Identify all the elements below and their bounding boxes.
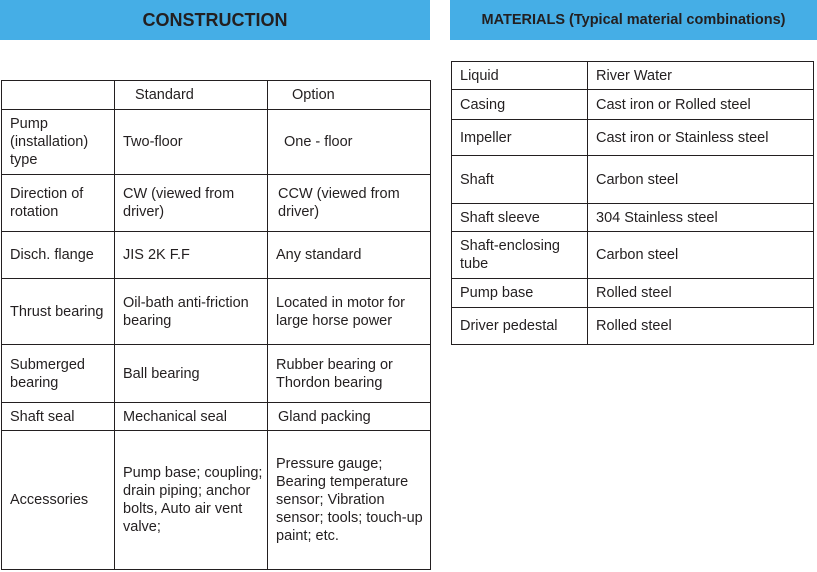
part-material: Rolled steel <box>588 308 814 345</box>
part-material: River Water <box>588 62 814 90</box>
part-name: Casing <box>452 90 588 120</box>
table-row <box>452 90 814 120</box>
part-name: Pump base <box>452 279 588 308</box>
construction-header-row <box>2 81 431 110</box>
construction-heading: CONSTRUCTION <box>0 0 430 40</box>
part-material: 304 Stainless steel <box>588 204 814 232</box>
row-standard: Ball bearing <box>115 345 268 403</box>
header-option: Option <box>268 81 431 110</box>
table-row <box>452 279 814 308</box>
row-option: Pressure gauge; Bearing temperature sensor; Vibration sensor; tools; touch-up paint; etc. <box>268 431 431 570</box>
row-option: CCW (viewed from driver) <box>268 175 431 232</box>
construction-table <box>1 80 431 570</box>
table-row <box>2 232 431 279</box>
part-name: Liquid <box>452 62 588 90</box>
row-option: Gland packing <box>268 403 431 431</box>
table-row <box>2 279 431 345</box>
table-row <box>452 308 814 345</box>
table-row <box>452 204 814 232</box>
part-material: Carbon steel <box>588 156 814 204</box>
row-option: One - floor <box>268 110 431 175</box>
part-material: Carbon steel <box>588 232 814 279</box>
table-row <box>452 156 814 204</box>
part-name: Shaft sleeve <box>452 204 588 232</box>
row-item: Accessories <box>2 431 115 570</box>
table-row <box>452 120 814 156</box>
part-name: Driver pedestal <box>452 308 588 345</box>
part-name: Impeller <box>452 120 588 156</box>
table-row <box>2 175 431 232</box>
row-item: Submerged bearing <box>2 345 115 403</box>
part-material: Rolled steel <box>588 279 814 308</box>
row-option: Any standard <box>268 232 431 279</box>
row-item: Disch. flange <box>2 232 115 279</box>
table-row <box>2 345 431 403</box>
row-standard: Oil-bath anti-friction bearing <box>115 279 268 345</box>
row-item: Thrust bearing <box>2 279 115 345</box>
row-item: Shaft seal <box>2 403 115 431</box>
row-option: Located in motor for large horse power <box>268 279 431 345</box>
row-option: Rubber bearing or Thordon bearing <box>268 345 431 403</box>
row-standard: Two-floor <box>115 110 268 175</box>
row-standard: CW (viewed from driver) <box>115 175 268 232</box>
row-standard: JIS 2K F.F <box>115 232 268 279</box>
materials-heading: MATERIALS (Typical material combinations) <box>450 0 817 40</box>
part-material: Cast iron or Rolled steel <box>588 90 814 120</box>
table-row <box>452 232 814 279</box>
row-standard: Mechanical seal <box>115 403 268 431</box>
table-row <box>2 403 431 431</box>
row-item: Pump (installation) type <box>2 110 115 175</box>
table-row <box>2 110 431 175</box>
row-item: Direction of rotation <box>2 175 115 232</box>
materials-table <box>451 61 814 345</box>
table-row <box>452 62 814 90</box>
header-standard: Standard <box>115 81 268 110</box>
table-row <box>2 431 431 570</box>
part-name: Shaft-enclosing tube <box>452 232 588 279</box>
header-blank-cell <box>2 81 115 110</box>
row-standard: Pump base; coupling; drain piping; anchor bolts, Auto air vent valve; <box>115 431 268 570</box>
part-name: Shaft <box>452 156 588 204</box>
part-material: Cast iron or Stainless steel <box>588 120 814 156</box>
